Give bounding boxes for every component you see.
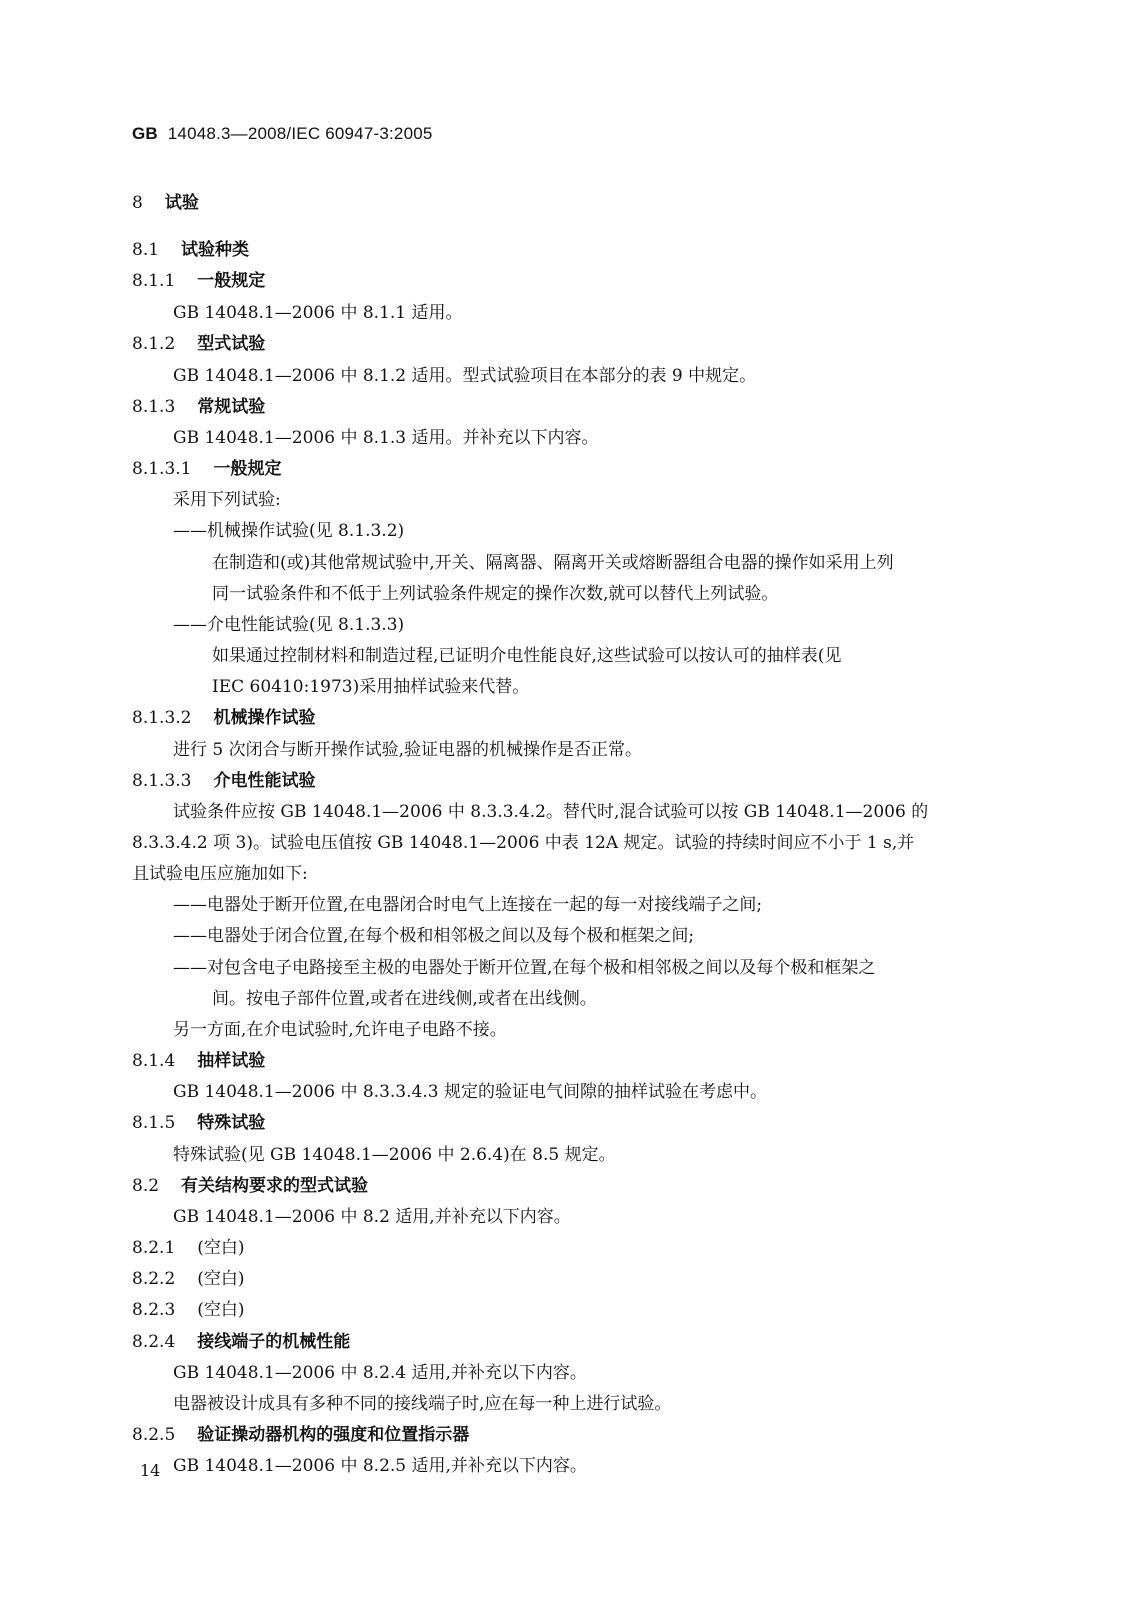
section-heading: 8.2 有关结构要求的型式试验 (132, 1176, 369, 1196)
section-heading: 8.1 试验种类 (132, 240, 250, 260)
section-heading: 8.1.3.2 机械操作试验 (132, 708, 316, 728)
section-heading: 8.2.4 接线端子的机械性能 (132, 1332, 351, 1352)
paragraph: IEC 60410:1973)采用抽样试验来代替。 (212, 677, 530, 697)
section-heading: 8.2.5 验证操动器机构的强度和位置指示器 (132, 1425, 470, 1445)
header-std: GB (132, 124, 158, 143)
paragraph: GB 14048.1—2006 中 8.2 适用,并补充以下内容。 (173, 1207, 571, 1227)
section-heading: 8.1.3 常规试验 (132, 397, 266, 417)
paragraph: 试验条件应按 GB 14048.1—2006 中 8.3.3.4.2。替代时,混合试验可以按 GB 14048.1—2006 的 (173, 802, 929, 822)
paragraph: 同一试验条件和不低于上列试验条件规定的操作次数,就可以替代上列试验。 (212, 584, 779, 604)
section-heading: 8.1.1 一般规定 (132, 271, 266, 291)
paragraph: 进行 5 次闭合与断开操作试验,验证电器的机械操作是否正常。 (173, 740, 643, 760)
document-header (132, 124, 433, 144)
section-heading: 8 试验 (132, 193, 199, 213)
paragraph: 采用下列试验: (173, 490, 281, 510)
paragraph: GB 14048.1—2006 中 8.1.1 适用。 (173, 303, 463, 323)
section-heading: 8.2.1 (空白) (132, 1238, 245, 1258)
paragraph: 电器被设计成具有多种不同的接线端子时,应在每一种上进行试验。 (173, 1394, 672, 1414)
paragraph: GB 14048.1—2006 中 8.3.3.4.3 规定的验证电气间隙的抽样试验在考虑中。 (173, 1082, 767, 1102)
page-number: 14 (140, 1461, 161, 1480)
header-code: 14048.3—2008/IEC 60947-3:2005 (167, 124, 433, 143)
list-item: ——电器处于闭合位置,在每个极和相邻极之间以及每个极和框架之间; (173, 926, 695, 946)
section-heading: 8.1.2 型式试验 (132, 334, 266, 354)
list-item: ——电器处于断开位置,在电器闭合时电气上连接在一起的每一对接线端子之间; (173, 895, 763, 915)
paragraph: 8.3.3.4.2 项 3)。试验电压值按 GB 14048.1—2006 中表 12A 规定。试验的持续时间应不小于 1 s,并 (132, 833, 915, 853)
section-heading: 8.2.3 (空白) (132, 1300, 245, 1320)
paragraph: GB 14048.1—2006 中 8.1.3 适用。并补充以下内容。 (173, 428, 599, 448)
section-heading: 8.1.4 抽样试验 (132, 1051, 266, 1071)
paragraph: GB 14048.1—2006 中 8.2.4 适用,并补充以下内容。 (173, 1363, 587, 1383)
paragraph: 特殊试验(见 GB 14048.1—2006 中 2.6.4)在 8.5 规定。 (173, 1145, 616, 1165)
paragraph: 另一方面,在介电试验时,允许电子电路不接。 (173, 1020, 507, 1040)
list-item: ——介电性能试验(见 8.1.3.3) (173, 615, 405, 635)
paragraph: GB 14048.1—2006 中 8.1.2 适用。型式试验项目在本部分的表 9 中规定。 (173, 366, 757, 386)
list-item: ——对包含电子电路接至主极的电器处于断开位置,在每个极和相邻极之间以及每个极和框架之 (173, 958, 876, 978)
list-item: ——机械操作试验(见 8.1.3.2) (173, 521, 405, 541)
paragraph: GB 14048.1—2006 中 8.2.5 适用,并补充以下内容。 (173, 1456, 587, 1476)
section-heading: 8.1.3.3 介电性能试验 (132, 771, 316, 791)
section-heading: 8.2.2 (空白) (132, 1269, 245, 1289)
section-heading: 8.1.3.1 一般规定 (132, 459, 282, 479)
paragraph: 如果通过控制材料和制造过程,已证明介电性能良好,这些试验可以按认可的抽样表(见 (212, 646, 842, 666)
section-heading: 8.1.5 特殊试验 (132, 1113, 266, 1133)
paragraph: 间。按电子部件位置,或者在进线侧,或者在出线侧。 (212, 989, 597, 1009)
paragraph: 且试验电压应施加如下: (132, 864, 308, 884)
paragraph: 在制造和(或)其他常规试验中,开关、隔离器、隔离开关或熔断器组合电器的操作如采用上列 (212, 553, 894, 573)
